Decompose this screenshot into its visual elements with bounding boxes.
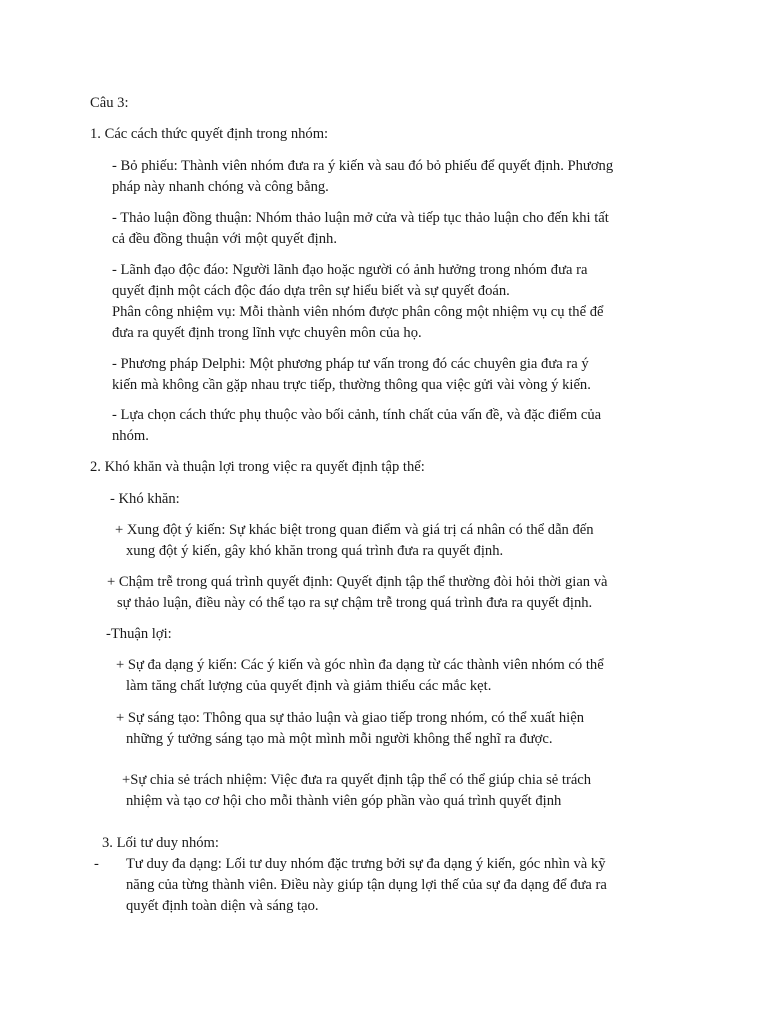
advantage-2-line-1: + Sự sáng tạo: Thông qua sự thảo luận và giao tiếp trong nhóm, có thể xuất hiện (116, 710, 584, 726)
s3-line-1: Tư duy đa dạng: Lối tư duy nhóm đặc trưng bởi sự đa dạng ý kiến, góc nhìn và kỹ (126, 856, 606, 872)
s3-line-3: quyết định toàn diện và sáng tạo. (126, 898, 319, 914)
s1-item-3-line-2: quyết định một cách độc đáo dựa trên sự hiểu biết và sự quyết đoán. (112, 283, 510, 299)
advantage-1-line-1: + Sự đa dạng ý kiến: Các ý kiến và góc nhìn đa dạng từ các thành viên nhóm có thể (116, 657, 604, 673)
question-heading: Câu 3: (90, 95, 129, 111)
section-1-title: 1. Các cách thức quyết định trong nhóm: (90, 126, 329, 142)
s1-item-2-line-1: - Thảo luận đồng thuận: Nhóm thảo luận mở cửa và tiếp tục thảo luận cho đến khi tất (112, 210, 609, 226)
difficulty-1-line-2: xung đột ý kiến, gây khó khăn trong quá trình đưa ra quyết định. (126, 543, 504, 559)
advantage-3-line-1: +Sự chia sẻ trách nhiệm: Việc đưa ra quyết định tập thể có thể giúp chia sẻ trách (122, 772, 592, 788)
section-2-title: 2. Khó khăn và thuận lợi trong việc ra quyết định tập thể: (90, 459, 425, 475)
difficulty-1-line-1: + Xung đột ý kiến: Sự khác biệt trong quan điểm và giá trị cá nhân có thể dẫn đến (115, 522, 594, 538)
s1-item-3-line-3: Phân công nhiệm vụ: Mỗi thành viên nhóm được phân công một nhiệm vụ cụ thể để (112, 304, 604, 320)
advantage-2-line-2: những ý tưởng sáng tạo mà một mình mỗi người không thể nghĩ ra được. (126, 731, 553, 747)
s1-item-5-line-1: - Lựa chọn cách thức phụ thuộc vào bối cảnh, tính chất của vấn đề, và đặc điểm của (112, 407, 602, 423)
advantage-3-line-2: nhiệm và tạo cơ hội cho mỗi thành viên góp phần vào quá trình quyết định (126, 793, 562, 809)
s1-item-1-line-2: pháp này nhanh chóng và công bằng. (112, 179, 329, 195)
section-3-bullet: - (94, 856, 99, 872)
s1-item-4-line-1: - Phương pháp Delphi: Một phương pháp tư vấn trong đó các chuyên gia đưa ra ý (112, 356, 589, 372)
difficulty-2-line-1: + Chậm trễ trong quá trình quyết định: Quyết định tập thể thường đòi hỏi thời gian và (107, 574, 608, 590)
s1-item-1-line-1: - Bỏ phiếu: Thành viên nhóm đưa ra ý kiến và sau đó bỏ phiếu để quyết định. Phương (112, 158, 614, 174)
s1-item-5-line-2: nhóm. (112, 428, 149, 444)
s1-item-2-line-2: cả đều đồng thuận với một quyết định. (112, 231, 337, 247)
s1-item-3-line-1: - Lãnh đạo độc đáo: Người lãnh đạo hoặc người có ảnh hưởng trong nhóm đưa ra (112, 262, 588, 278)
advantage-1-line-2: làm tăng chất lượng của quyết định và giảm thiểu các mắc kẹt. (126, 678, 492, 694)
advantages-label: -Thuận lợi: (106, 626, 172, 642)
s3-line-2: năng của từng thành viên. Điều này giúp tận dụng lợi thế của sự đa dạng để đưa ra (126, 877, 607, 893)
s1-item-4-line-2: kiến mà không cần gặp nhau trực tiếp, thường thông qua việc gửi vài vòng ý kiến. (112, 377, 591, 393)
difficulties-label: - Khó khăn: (110, 491, 180, 507)
difficulty-2-line-2: sự thảo luận, điều này có thể tạo ra sự chậm trễ trong quá trình đưa ra quyết định. (117, 595, 593, 611)
section-3-title: 3. Lối tư duy nhóm: (102, 835, 219, 851)
s1-item-3-line-4: đưa ra quyết định trong lĩnh vực chuyên môn của họ. (112, 325, 422, 341)
